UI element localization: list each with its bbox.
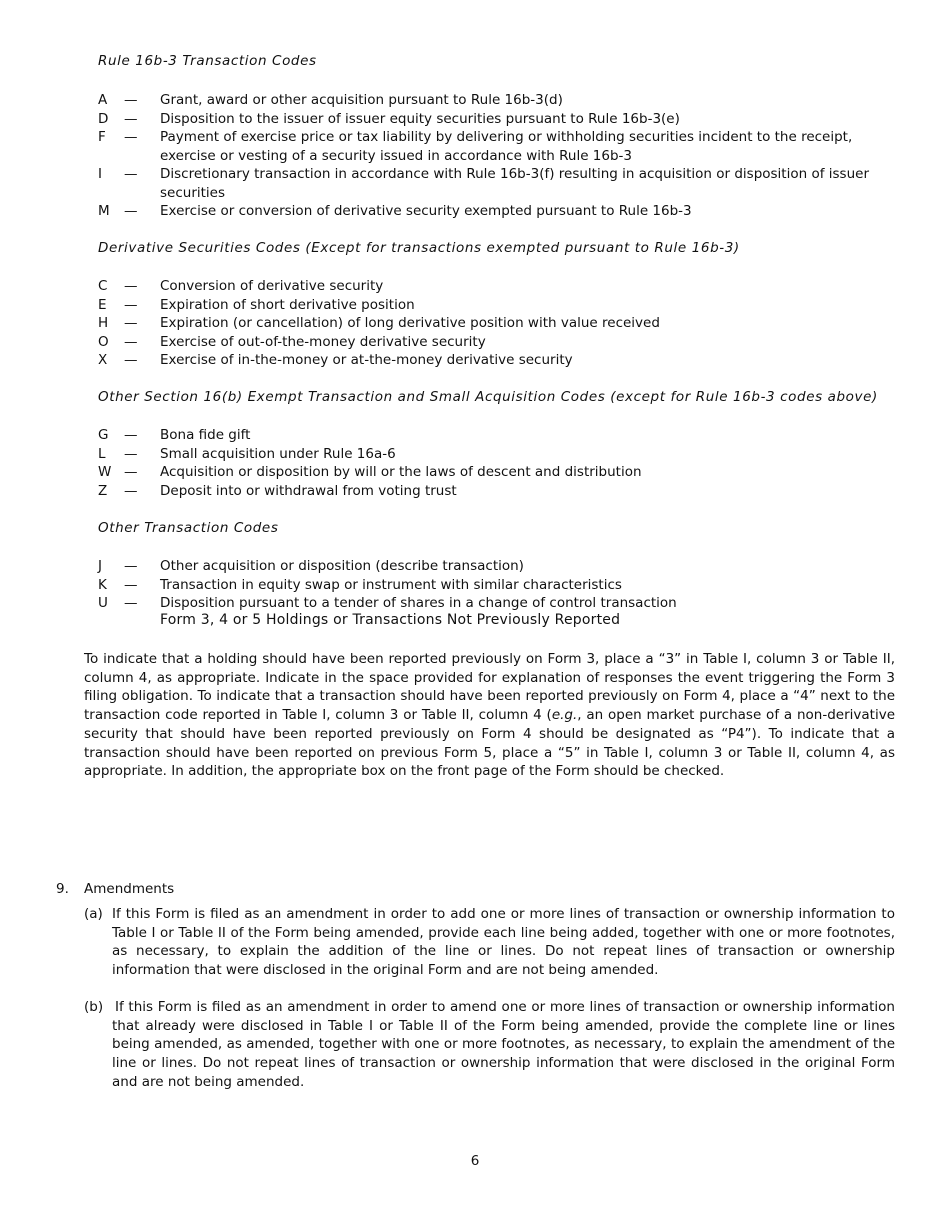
code-description: Disposition pursuant to a tender of shares in a change of control transaction — [160, 595, 677, 611]
code-description: Expiration (or cancellation) of long derivative position with value received — [160, 315, 660, 331]
section-heading-other-transaction: Other Transaction Codes — [98, 520, 279, 536]
code-description: Exercise of out-of-the-money derivative security — [160, 333, 486, 350]
code-list-other-transaction — [98, 557, 898, 613]
code-letter: M — [98, 203, 110, 219]
code-list-derivative-securities — [98, 277, 898, 370]
code-letter: Z — [98, 482, 108, 499]
code-dash: — — [124, 464, 138, 480]
item-text: If this Form is filed as an amendment in order to add one or more lines of transaction or ownership information to Table I or Table II of the Form being amended, provide each line being added, together with one or more footnotes, as necessary, to explain the addition of the line or lines. Do not repeat lines of transaction or ownership information that were disclosed in the original Form and are not being amended. — [112, 906, 895, 979]
code-dash: — — [124, 333, 138, 350]
code-letter: D — [98, 110, 109, 127]
code-row — [98, 463, 898, 482]
code-dash: — — [124, 352, 138, 368]
late-reporting-heading: Form 3, 4 or 5 Holdings or Transactions Not Previously Reported — [160, 612, 621, 628]
code-description: Payment of exercise price or tax liability by delivering or withholding securities incident to the receipt, exercise or vesting of a security issued in accordance with Rule 16b-3 — [160, 129, 853, 164]
code-dash: — — [124, 166, 138, 182]
code-description: Exercise of in-the-money or at-the-money derivative security — [160, 352, 573, 368]
code-description: Transaction in equity swap or instrument with similar characteristics — [160, 576, 622, 593]
code-letter: L — [98, 445, 106, 462]
code-row — [98, 110, 898, 129]
code-description: Conversion of derivative security — [160, 278, 384, 294]
code-description: Disposition to the issuer of issuer equity securities pursuant to Rule 16b-3(e) — [160, 110, 680, 127]
code-dash: — — [124, 92, 138, 108]
section-heading-exempt-small-acquisition: Other Section 16(b) Exempt Transaction and Small Acquisition Codes (except for Rule 16b-3 codes above) — [98, 389, 878, 405]
section-title: Amendments — [84, 881, 175, 897]
code-description: Deposit into or withdrawal from voting trust — [160, 482, 457, 499]
code-description: Acquisition or disposition by will or the laws of descent and distribution — [160, 464, 642, 480]
section-heading-derivative-securities: Derivative Securities Codes (Except for transactions exempted pursuant to Rule 16b-3) — [98, 240, 740, 256]
code-row — [98, 296, 898, 315]
amendments-heading — [56, 881, 174, 897]
code-letter: C — [98, 278, 108, 294]
code-list-exempt-small-acquisition — [98, 426, 898, 500]
code-row — [98, 91, 898, 110]
code-dash: — — [124, 110, 138, 127]
code-letter: O — [98, 333, 109, 350]
code-dash: — — [124, 595, 138, 611]
code-description: Discretionary transaction in accordance with Rule 16b-3(f) resulting in acquisition or disposition of issuer securities — [160, 166, 869, 201]
code-row — [98, 351, 898, 370]
code-row — [98, 445, 898, 464]
code-dash: — — [124, 203, 138, 219]
code-dash: — — [124, 278, 138, 294]
code-row — [98, 314, 898, 333]
code-description: Exercise or conversion of derivative security exempted pursuant to Rule 16b-3 — [160, 203, 692, 219]
code-row — [98, 594, 898, 613]
item-marker: (b) — [84, 999, 104, 1015]
late-reporting-text-part2: , an open market purchase of a non-derivative security that should have been reported previously on Form 4 should be designated as “P4”). To indicate that a transaction should have been reported on previous Form 5, place a “5” in Table I, column 3 or Table II, column 4, as appropriate. In addition, the appropriate box on the front page of the Form should be checked. — [84, 707, 895, 780]
code-list-rule-16b-3 — [98, 91, 898, 221]
code-row — [98, 202, 898, 221]
code-row — [98, 557, 898, 576]
item-text: If this Form is filed as an amendment in order to amend one or more lines of transaction or ownership information that already were disclosed in Table I or Table II of the Form being amended, provide the complete line or lines being amended, as amended, together with one or more footnotes, as necessary, to explain the amendment of the line or lines. Do not repeat lines of transaction or ownership information that were disclosed in the original Form and are not being amended. — [112, 999, 895, 1090]
code-description: Bona fide gift — [160, 427, 251, 443]
code-row — [98, 426, 898, 445]
code-letter: E — [98, 296, 107, 313]
code-dash: — — [124, 482, 138, 499]
amendment-item-b — [84, 998, 895, 1092]
code-dash: — — [124, 315, 138, 331]
code-letter: K — [98, 576, 107, 593]
code-description: Grant, award or other acquisition pursuant to Rule 16b-3(d) — [160, 92, 563, 108]
code-letter: W — [98, 464, 112, 480]
code-row — [98, 333, 898, 352]
code-row — [98, 277, 898, 296]
late-reporting-paragraph — [84, 650, 895, 781]
item-marker: (a) — [84, 906, 103, 922]
section-heading-rule-16b-3: Rule 16b-3 Transaction Codes — [98, 53, 317, 69]
code-dash: — — [124, 129, 138, 145]
code-row — [98, 576, 898, 595]
code-letter: U — [98, 595, 108, 611]
code-dash: — — [124, 576, 138, 593]
code-description: Other acquisition or disposition (describe transaction) — [160, 558, 524, 574]
late-reporting-eg: e.g. — [551, 707, 578, 724]
code-letter: H — [98, 315, 109, 331]
code-dash: — — [124, 445, 138, 462]
code-letter: F — [98, 129, 106, 145]
code-dash: — — [124, 296, 138, 313]
code-letter: J — [98, 558, 102, 574]
code-letter: X — [98, 352, 108, 368]
code-dash: — — [124, 427, 138, 443]
late-reporting-text-part1: To indicate that a holding should have been reported previously on Form 3, place a “3” in Table I, column 3 or Table II, column 4, as appropriate. Indicate in the space provided for explanation of responses the event triggering the Form 3 filing obligation. To indicate that a transaction should have been reported previously on Form 4, place a “4” next to the transaction code reported in Table I, column 3 or Table II, column 4 ( — [84, 651, 895, 724]
code-row — [98, 165, 898, 202]
code-description: Expiration of short derivative position — [160, 296, 415, 313]
code-letter: A — [98, 92, 108, 108]
section-number: 9. — [56, 881, 69, 897]
code-letter: I — [98, 166, 102, 182]
page-number: 6 — [470, 1153, 480, 1169]
amendment-item-a — [84, 905, 895, 980]
code-row — [98, 128, 898, 165]
code-dash: — — [124, 558, 138, 574]
code-row — [98, 482, 898, 501]
code-description: Small acquisition under Rule 16a-6 — [160, 445, 396, 462]
code-letter: G — [98, 427, 109, 443]
